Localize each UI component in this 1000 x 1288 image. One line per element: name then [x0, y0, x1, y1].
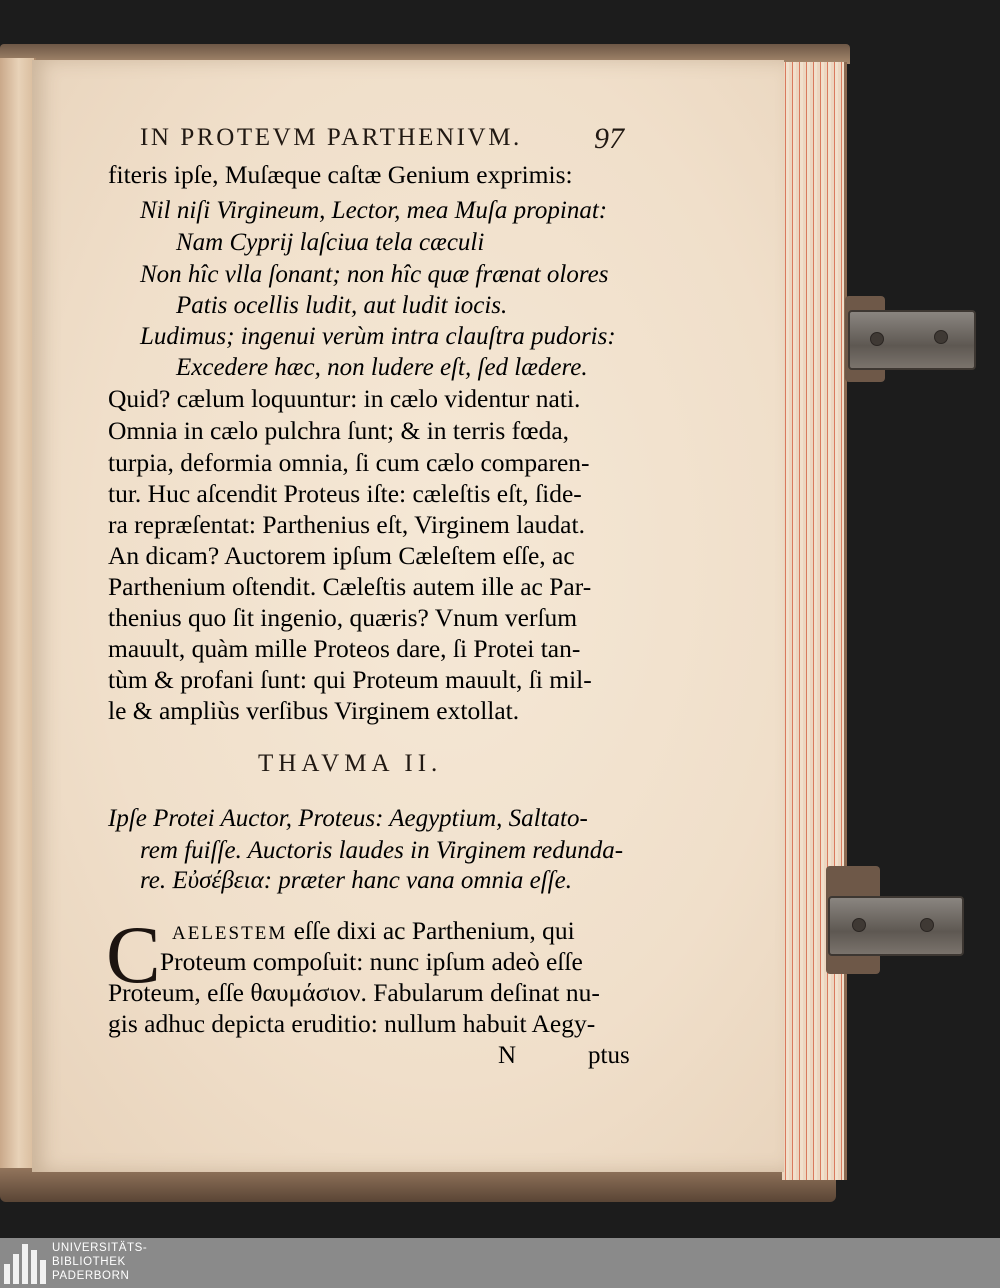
page-edges [782, 62, 847, 1180]
running-title: IN PROTEVM PARTHENIVM. [140, 124, 522, 151]
body-line: thenius quo ſit ingenio, quæris? Vnum verſum [108, 603, 578, 632]
section-line: Proteum, eſſe θαυμάσιον. Fabularum deſinat nu- [108, 978, 600, 1007]
body-line: Parthenium oſtendit. Cæleſtis autem ille ac Par- [108, 572, 592, 601]
section-first-line [172, 918, 575, 944]
left-page-edge [0, 58, 36, 1168]
logo-line-3: PADERBORN [52, 1270, 130, 1282]
section-heading: THAVMA II. [258, 750, 443, 777]
catchword: ptus [588, 1042, 630, 1069]
library-logo-icon [4, 1242, 48, 1284]
running-header [140, 122, 640, 155]
body-line: ra repræſentat: Parthenius eſt, Virginem laudat. [108, 510, 585, 539]
drop-capital: C [106, 909, 161, 1000]
verse-line: Non hîc vlla ſonant; non hîc quæ frænat olores [140, 261, 609, 288]
footer-bar [0, 1238, 1000, 1288]
verse-line: Patis ocellis ludit, aut ludit iocis. [176, 292, 508, 319]
body-line: Quid? cælum loquuntur: in cælo videntur nati. [108, 384, 581, 413]
signature-mark: N [498, 1042, 517, 1069]
body-line: turpia, deformia omnia, ſi cum cælo comparen- [108, 448, 590, 477]
summary-line: Ipſe Protei Auctor, Proteus: Aegyptium, Saltato- [108, 805, 588, 832]
first-word: AELESTEM [172, 923, 288, 944]
verse-line: Ludimus; ingenui verùm intra clauſtra pudoris: [140, 323, 616, 350]
clasp-lower-icon [828, 896, 964, 956]
body-line: fiteris ipſe, Muſæque caſtæ Genium exprimis: [108, 160, 573, 189]
logo-line-2: BIBLIOTHEK [52, 1256, 126, 1268]
summary-line: rem fuiſſe. Auctoris laudes in Virginem redunda- [140, 837, 624, 864]
library-logo-text [52, 1241, 147, 1283]
section-line: gis adhuc depicta eruditio: nullum habuit Aegy- [108, 1009, 596, 1038]
first-line-rest: eſſe dixi ac Parthenium, qui [293, 916, 575, 945]
section-line: Proteum compoſuit: nunc ipſum adeò eſſe [160, 947, 583, 976]
body-line: le & ampliùs verſibus Virginem extollat. [108, 696, 520, 725]
verse-line: Nam Cyprij laſciua tela cæculi [176, 229, 485, 256]
body-line: Omnia in cælo pulchra ſunt; & in terris fœda, [108, 416, 570, 445]
body-line: tur. Huc aſcendit Proteus iſte: cæleſtis eſt, ſide- [108, 479, 582, 508]
summary-line: re. Εὐσέβεια: præter hanc vana omnia eſſe. [140, 867, 572, 894]
verse-line: Excedere hæc, non ludere eſt, ſed lædere. [176, 354, 588, 381]
logo-line-1: UNIVERSITÄTS- [52, 1242, 148, 1254]
clasp-upper-icon [848, 310, 976, 370]
body-line: An dicam? Auctorem ipſum Cæleſtem eſſe, ac [108, 541, 575, 570]
page-number: 97 [594, 122, 624, 155]
body-line: mauult, quàm mille Proteos dare, ſi Protei tan- [108, 634, 581, 663]
body-line: tùm & profani ſunt: qui Proteum mauult, ſi mil- [108, 665, 592, 694]
verse-line: Nil niſi Virgineum, Lector, mea Muſa propinat: [140, 197, 608, 224]
